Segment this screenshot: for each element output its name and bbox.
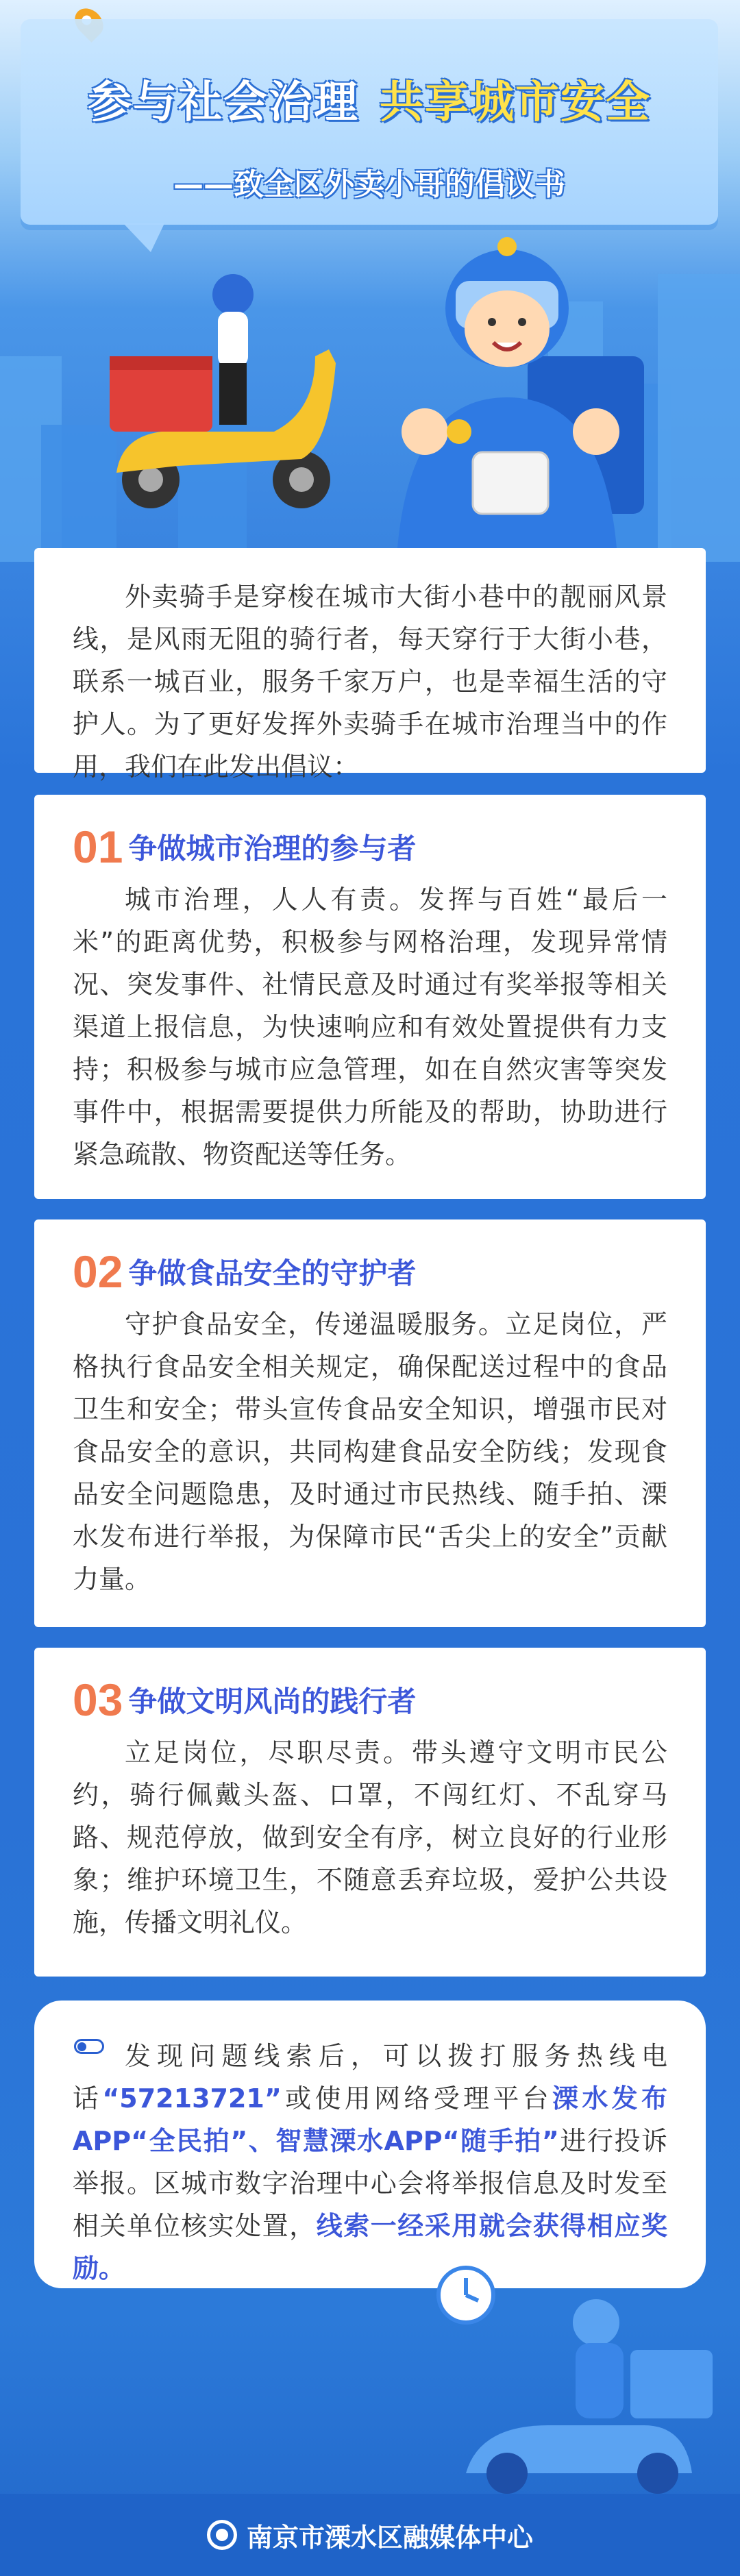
section-heading	[73, 1675, 667, 1724]
bottom-rider-illustration	[425, 2247, 726, 2494]
hero-banner	[0, 0, 740, 562]
delivery-mascot-illustration	[370, 226, 671, 548]
footer	[0, 2494, 740, 2576]
notice-card	[34, 2001, 706, 2288]
title-part2: 共享城市安全	[380, 77, 651, 128]
toggle-icon	[74, 2039, 104, 2054]
section-title: 争做文明风尚的践行者	[128, 1685, 417, 1718]
intro-text: 外卖骑手是穿梭在城市大街小巷中的靓丽风景线，是风雨无阻的骑行者，每天穿行于大街小巷，联系一城百业，服务千家万户，也是幸福生活的守护人。为了更好发挥外卖骑手在城市治理当中的作用，我们在此发出倡议：	[73, 582, 667, 782]
section-card-1	[34, 795, 706, 1199]
notice-part1: 发现问题线索后，可以拨打服务热线电话	[73, 2041, 667, 2114]
intro-card	[34, 548, 706, 782]
page-title	[21, 67, 718, 130]
section-text: 守护食品安全，传递温暖服务。立足岗位，严格执行食品安全相关规定，确保配送过程中的食品卫生和安全；带头宣传食品安全知识，增强市民对食品安全的意识，共同构建食品安全防线；发现食品安全问题隐患，及时通过市民热线、随手拍、溧水发布进行举报，为保障市民“舌尖上的安全”贡献力量。	[73, 1309, 667, 1594]
hotline-number: “57213721”	[102, 2083, 282, 2114]
footer-text: 南京市溧水区融媒体中心	[246, 2522, 533, 2553]
section-number: 01	[73, 821, 123, 872]
section-heading	[73, 822, 667, 871]
notice-part3: 进行投诉举报。区城市数字治理中心会将举报信息及时发至相关单位核实处置，	[73, 2126, 667, 2241]
section-card-3	[34, 1648, 706, 1977]
section-text: 城市治理，人人有责。发挥与百姓“最后一米”的距离优势，积极参与网格治理，发现异常情况、突发事件、社情民意及时通过有奖举报等相关渠道上报信息，为快速响应和有效处置提供有力支持；积极参与城市应急管理，如在自然灾害等突发事件中，根据需要提供力所能及的帮助，协助进行紧急疏散、物资配送等任务。	[73, 884, 667, 1169]
section-text: 立足岗位，尽职尽责。带头遵守文明市民公约，骑行佩戴头盔、口罩，不闯红灯、不乱穿马路、规范停放，做到安全有序，树立良好的行业形象；维护环境卫生，不随意丢弃垃圾，爱护公共设施，传播文明礼仪。	[73, 1737, 667, 1937]
media-center-logo-icon	[207, 2520, 237, 2550]
scooter-rider-illustration	[96, 274, 356, 521]
section-number: 02	[73, 1246, 123, 1297]
notice-part2: 或使用网络受理平台	[281, 2083, 553, 2114]
section-title: 争做食品安全的守护者	[128, 1256, 417, 1290]
section-card-2	[34, 1219, 706, 1627]
section-number: 03	[73, 1674, 123, 1725]
section-title: 争做城市治理的参与者	[128, 832, 417, 865]
title-part1: 参与社会治理	[88, 77, 359, 128]
reward-text: 线索一经采用就会获得相应奖励。	[73, 2211, 667, 2283]
title-box	[21, 19, 718, 225]
platform-names: 溧水发布APP“全民拍”、智慧溧水APP“随手拍”	[73, 2083, 667, 2156]
section-heading	[73, 1247, 667, 1296]
page-subtitle: ——致全区外卖小哥的倡议书	[173, 167, 565, 202]
